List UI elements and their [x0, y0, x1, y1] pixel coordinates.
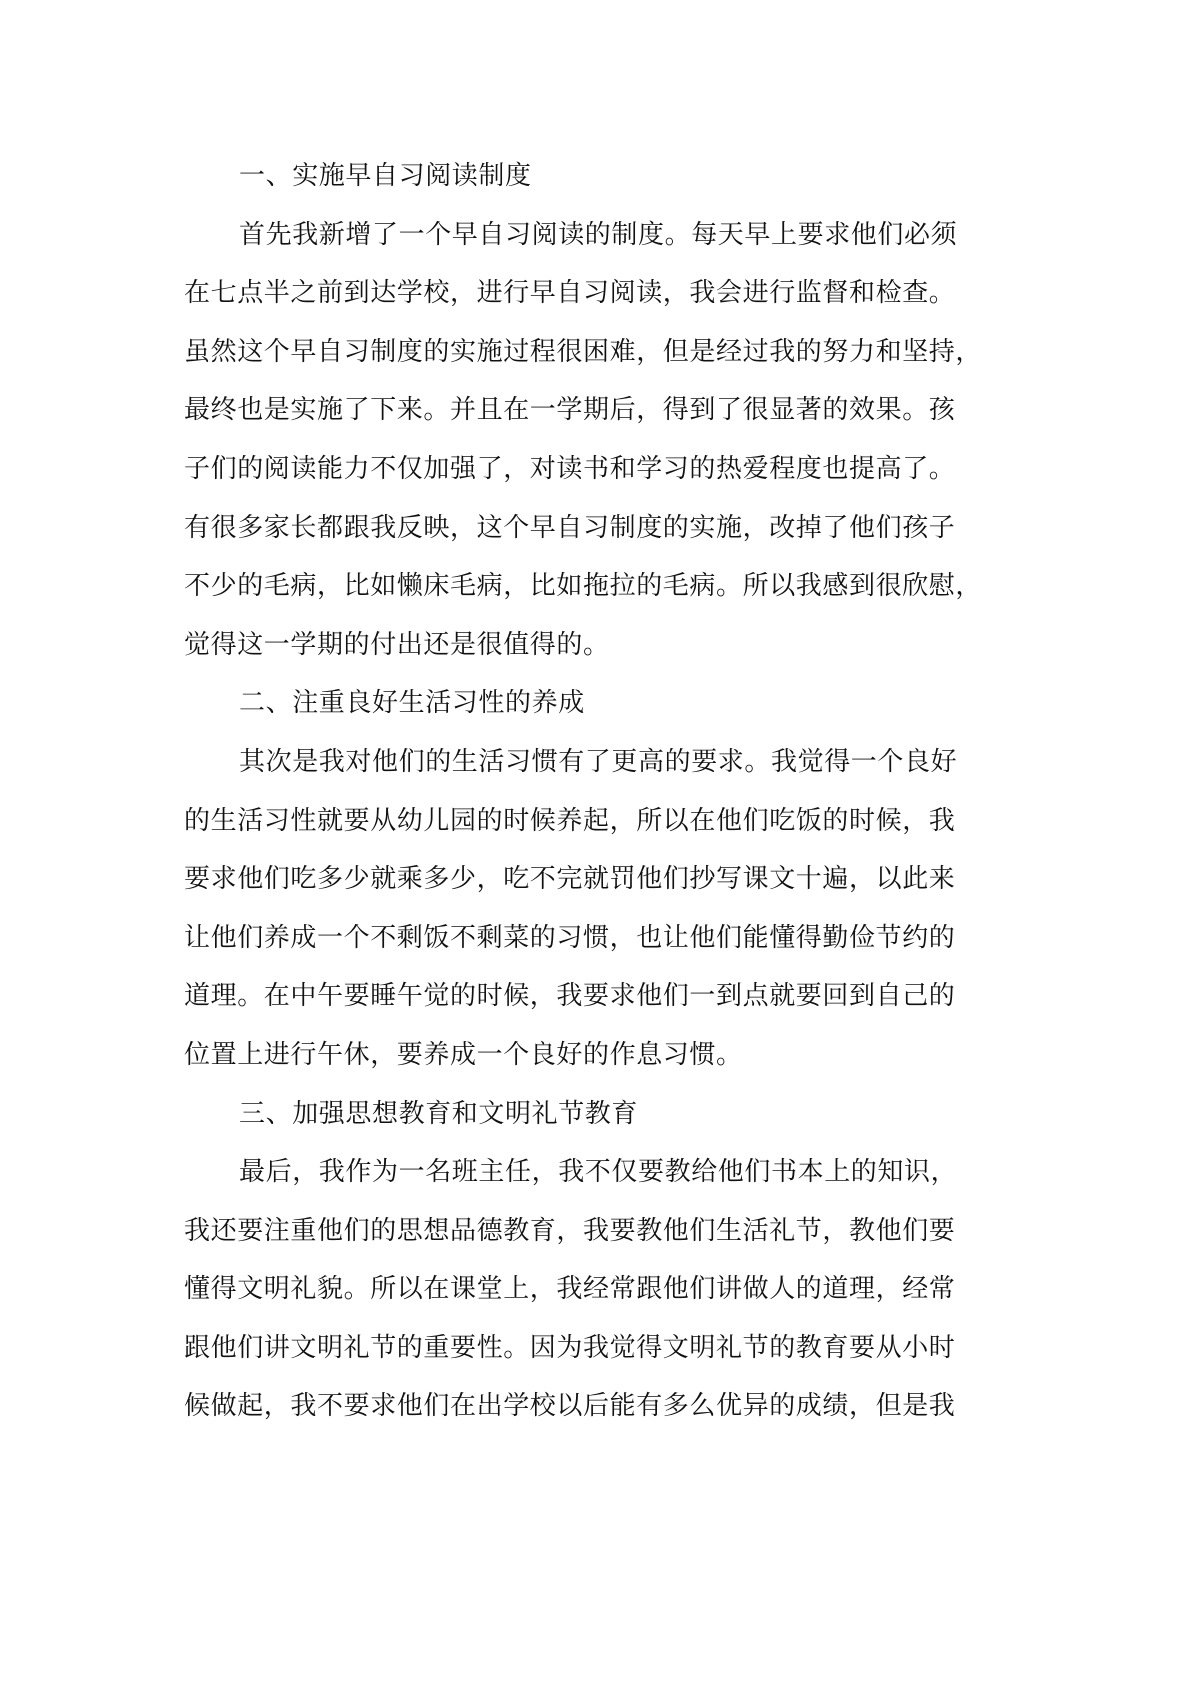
paragraph-line: 候做起，我不要求他们在出学校以后能有多么优异的成绩，但是我 [184, 1391, 956, 1422]
paragraph-line: 最终也是实施了下来。并且在一学期后，得到了很显著的效果。孩 [184, 395, 956, 426]
paragraph-line: 不少的毛病，比如懒床毛病，比如拖拉的毛病。所以我感到很欣慰， [184, 571, 983, 602]
paragraph-line: 虽然这个早自习制度的实施过程很困难，但是经过我的努力和坚持， [184, 336, 983, 367]
paragraph-line: 其次是我对他们的生活习惯有了更高的要求。我觉得一个良好 [239, 746, 958, 777]
section-heading-2: 二、注重良好生活习性的养成 [239, 688, 585, 719]
paragraph-line: 位置上进行午休，要养成一个良好的作息习惯。 [184, 1039, 743, 1070]
paragraph-line: 道理。在中午要睡午觉的时候，我要求他们一到点就要回到自己的 [184, 981, 956, 1012]
paragraph-line: 觉得这一学期的付出还是很值得的。 [184, 629, 610, 660]
paragraph-line: 在七点半之前到达学校，进行早自习阅读，我会进行监督和检查。 [184, 278, 956, 309]
paragraph-line: 让他们养成一个不剩饭不剩菜的习惯，也让他们能懂得勤俭节约的 [184, 922, 956, 953]
paragraph-line: 要求他们吃多少就乘多少，吃不完就罚他们抄写课文十遍，以此来 [184, 864, 956, 895]
paragraph-line: 有很多家长都跟我反映，这个早自习制度的实施，改掉了他们孩子 [184, 512, 956, 543]
paragraph-line: 首先我新增了一个早自习阅读的制度。每天早上要求他们必须 [239, 219, 958, 250]
paragraph-line: 最后，我作为一名班主任，我不仅要教给他们书本上的知识， [239, 1157, 958, 1188]
document-body [184, 147, 1014, 1436]
paragraph-line: 懂得文明礼貌。所以在课堂上，我经常跟他们讲做人的道理，经常 [184, 1274, 956, 1305]
paragraph-line: 子们的阅读能力不仅加强了，对读书和学习的热爱程度也提高了。 [184, 453, 956, 484]
section-heading-1: 一、实施早自习阅读制度 [239, 161, 532, 191]
paragraph-line: 跟他们讲文明礼节的重要性。因为我觉得文明礼节的教育要从小时 [184, 1332, 956, 1363]
paragraph-line: 我还要注重他们的思想品德教育，我要教他们生活礼节，教他们要 [184, 1215, 956, 1246]
section-heading-3: 三、加强思想教育和文明礼节教育 [239, 1098, 639, 1129]
paragraph-line: 的生活习性就要从幼儿园的时候养起，所以在他们吃饭的时候，我 [184, 805, 956, 836]
